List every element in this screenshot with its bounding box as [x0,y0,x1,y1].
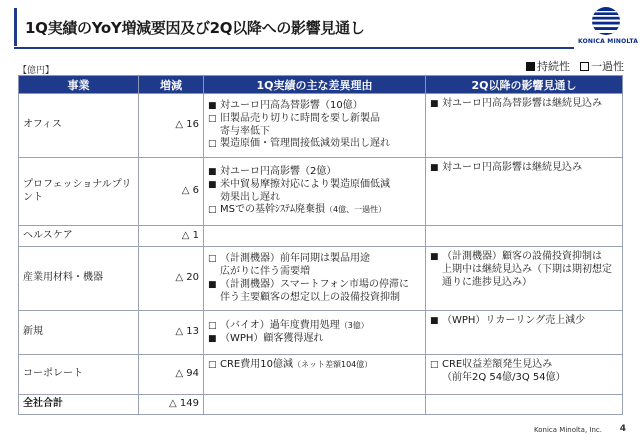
list-item [208,204,421,217]
reasons-cell [204,247,426,311]
table-row [19,311,623,355]
change-cell: △ 1 [139,226,204,247]
variance-table [18,75,623,415]
filled-square-icon: ■ [208,333,217,344]
list-item: ■ （WPH）顧客獲得遅れ [208,332,324,344]
change-cell: △ 20 [139,247,204,311]
empty-square-icon: □ [208,139,217,150]
outlook-cell [426,311,623,355]
list-item-note: （3億） [339,320,369,330]
list-item-continuation: 広がりに伴う需要増 [220,265,310,277]
filled-square-icon [526,62,535,71]
segment-cell: コーポレート [19,355,139,395]
segment-cell: 新規 [19,311,139,355]
table-row [19,247,623,311]
col-header-q2-outlook: 2Q以降の影響見通し [426,76,623,94]
list-item [208,359,421,372]
legend-continuing [526,58,570,74]
outlook-cell [426,355,623,395]
segment-cell: 産業用材料・機器 [19,247,139,311]
reasons-cell [204,158,426,226]
segment-cell: オフィス [19,94,139,158]
list-item: ■ 対ユーロ円高影響（2億） [208,165,337,177]
konica-minolta-globe-icon [591,6,621,36]
legend [526,58,624,74]
filled-square-icon: ■ [430,316,439,326]
outlook-cell [426,158,623,226]
table-row [19,94,623,158]
segment-cell: プロフェッショナルプリント [19,158,139,226]
list-item-note: （ネット差額104億） [292,360,373,369]
list-item [208,320,421,333]
col-header-change: 増減 [139,76,204,94]
list-item-continuation: 効果出し遅れ [220,191,280,203]
outlook-cell [426,94,623,158]
list-item-text: MSでの基幹ｼｽﾃﾑ廃棄損 [220,204,325,216]
list-item: ■ 米中貿易摩擦対応により製造原価低減 [208,178,390,190]
footer-company: Konica Minolta, Inc. [534,426,602,434]
list-item: □ 製造原価・管理間接低減効果出し遅れ [208,138,390,150]
table-row [19,355,623,395]
total-outlook-cell [426,395,623,415]
outlook-cell [426,226,623,247]
empty-square-icon: □ [208,253,217,264]
list-item: □ （計測機器）前年同期は製品用途 [208,252,370,264]
segment-cell: ヘルスケア [19,226,139,247]
change-cell: △ 13 [139,311,204,355]
list-item: □ CRE収益差額発生見込み [430,359,553,370]
page-number: 4 [619,424,626,434]
empty-square-icon: □ [208,360,217,370]
list-item-note: （4億、一過性） [324,205,387,215]
title-divider [14,47,574,49]
change-cell: △ 16 [139,94,204,158]
filled-square-icon: ■ [208,279,217,290]
list-item-continuation: 通りに進捗見込み） [442,276,532,288]
title-bar [14,8,572,46]
empty-square-icon: □ [430,360,439,370]
empty-square-icon [580,62,589,71]
total-label: 全社合計 [19,395,139,415]
unit-label: 【億円】 [18,66,55,76]
filled-square-icon: ■ [208,166,217,177]
table-row [19,226,623,247]
list-item: □ 旧製品売り切りに時間を要し新製品 [208,112,380,124]
list-item: ■ （計測機器）顧客の設備投資抑制は [430,251,602,262]
list-item-continuation: 伴う主要顧客の想定以上の設備投資抑制 [220,291,400,303]
filled-square-icon: ■ [430,99,439,109]
reasons-cell [204,311,426,355]
outlook-cell [426,247,623,311]
empty-square-icon: □ [208,113,217,124]
legend-one-time [580,58,624,74]
empty-square-icon: □ [208,205,217,216]
filled-square-icon: ■ [430,163,439,173]
company-logo [578,6,639,52]
list-item-text: （バイオ）過年度費用処理 [220,319,340,331]
reasons-cell [204,226,426,247]
list-item-continuation: 上期中は継続見込み（下期は期初想定 [442,264,612,275]
col-header-q1-reasons: 1Q実績の主な差異理由 [204,76,426,94]
list-item-continuation: （前年2Q 54億/3Q 54億） [442,372,566,383]
legend-one-time-label: 一過性 [591,60,624,73]
total-change: △ 149 [139,395,204,415]
col-header-segment: 事業 [19,76,139,94]
total-row [19,395,623,415]
legend-continuing-label: 持続性 [537,60,570,73]
logo-text: KONICA MINOLTA [578,38,639,45]
filled-square-icon: ■ [430,252,439,262]
list-item: ■ 対ユーロ円高為替影響は継続見込み [430,98,602,109]
reasons-cell [204,355,426,395]
reasons-cell [204,94,426,158]
list-item-text: CRE費用10億減 [220,359,293,370]
list-item: ■ （計測機器）スマートフォン市場の停滞に [208,278,409,290]
change-cell: △ 94 [139,355,204,395]
change-cell: △ 6 [139,158,204,226]
empty-square-icon: □ [208,320,217,331]
page-title: 1Q実績のYoY増減要因及び2Q以降への影響見通し [25,18,365,37]
total-reasons-cell [204,395,426,415]
list-item: ■ （WPH）リカーリング売上減少 [430,315,586,326]
list-item: ■ 対ユーロ円高為替影響（10億） [208,99,363,111]
filled-square-icon: ■ [208,179,217,190]
list-item: ■ 対ユーロ円高影響は継続見込み [430,162,582,173]
list-item-continuation: 寄与率低下 [220,125,270,137]
table-header-row [19,76,623,94]
filled-square-icon: ■ [208,100,217,111]
table-row [19,158,623,226]
